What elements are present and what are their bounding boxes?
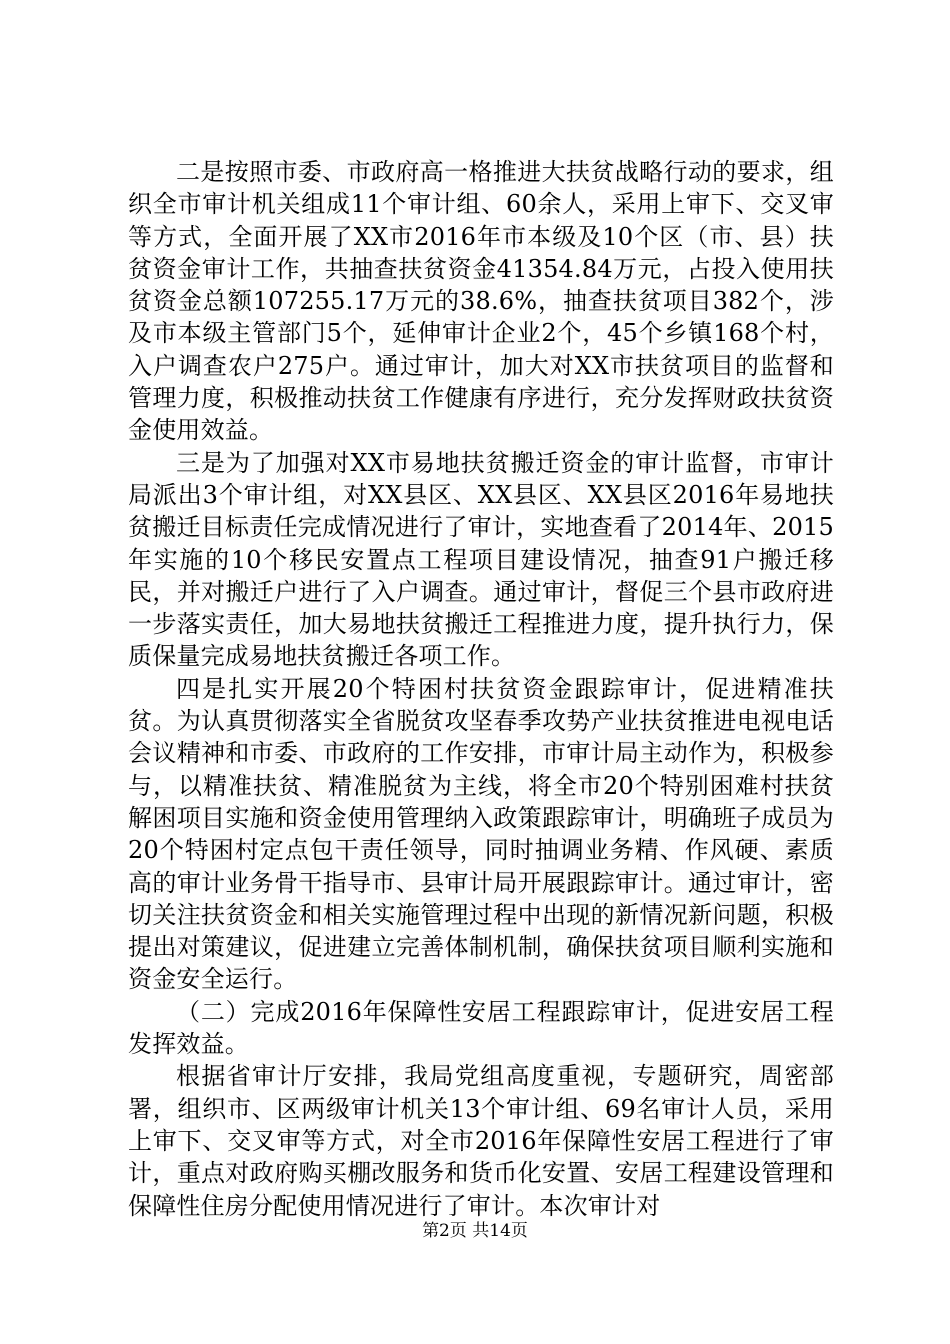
paragraph-item-2: 二是按照市委、市政府高一格推进大扶贫战略行动的要求，组织全市审计机关组成11个审计组、60余人，采用上审下、交叉审等方式，全面开展了XX市2016年市本级及10个区（市、县）扶贫资金审计工作，共抽查扶贫资金41354.84万元，占投入使用扶贫资金总额107255.17万元的38.6%，抽查扶贫项目382个，涉及市本级主管部门5个，延伸审计企业2个，45个乡镇168个村，入户调查农户275户。通过审计，加大对XX市扶贫项目的监督和管理力度，积极推动扶贫工作健康有序进行，充分发挥财政扶贫资金使用效益。 <box>128 158 834 445</box>
paragraph-item-3: 三是为了加强对XX市易地扶贫搬迁资金的审计监督，市审计局派出3个审计组，对XX县区、XX县区、XX县区2016年易地扶贫搬迁目标责任完成情况进行了审计，实地查看了2014年、2015年实施的10个移民安置点工程项目建设情况，抽查91户搬迁移民，并对搬迁户进行了入户调查。通过审计，督促三个县市政府进一步落实责任，加大易地扶贫搬迁工程推进力度，提升执行力，保质保量完成易地扶贫搬迁各项工作。 <box>128 448 834 671</box>
section-heading-2: （二）完成2016年保障性安居工程跟踪审计，促进安居工程发挥效益。 <box>128 997 834 1059</box>
paragraph-section-2: 根据省审计厅安排，我局党组高度重视，专题研究，周密部署，组织市、区两级审计机关13个审计组、69名审计人员，采用上审下、交叉审等方式，对全市2016年保障性安居工程进行了审计，重点对政府购买棚改服务和货币化安置、安居工程建设管理和保障性住房分配使用情况进行了审计。本次审计对 <box>128 1062 834 1220</box>
paragraph-item-4: 四是扎实开展20个特困村扶贫资金跟踪审计，促进精准扶贫。为认真贯彻落实全省脱贫攻坚春季攻势产业扶贫推进电视电话会议精神和市委、市政府的工作安排，市审计局主动作为，积极参与，以精准扶贫、精准脱贫为主线，将全市20个特别困难村扶贫解困项目实施和资金使用管理纳入政策跟踪审计，明确班子成员为20个特困村定点包干责任领导，同时抽调业务精、作风硬、素质高的审计业务骨干指导市、县审计局开展跟踪审计。通过审计，密切关注扶贫资金和相关实施管理过程中出现的新情况新问题，积极提出对策建议，促进建立完善体制机制，确保扶贫项目顺利实施和资金安全运行。 <box>128 674 834 994</box>
document-body <box>128 156 834 1222</box>
page-footer: 第2页 共14页 <box>422 1221 528 1241</box>
